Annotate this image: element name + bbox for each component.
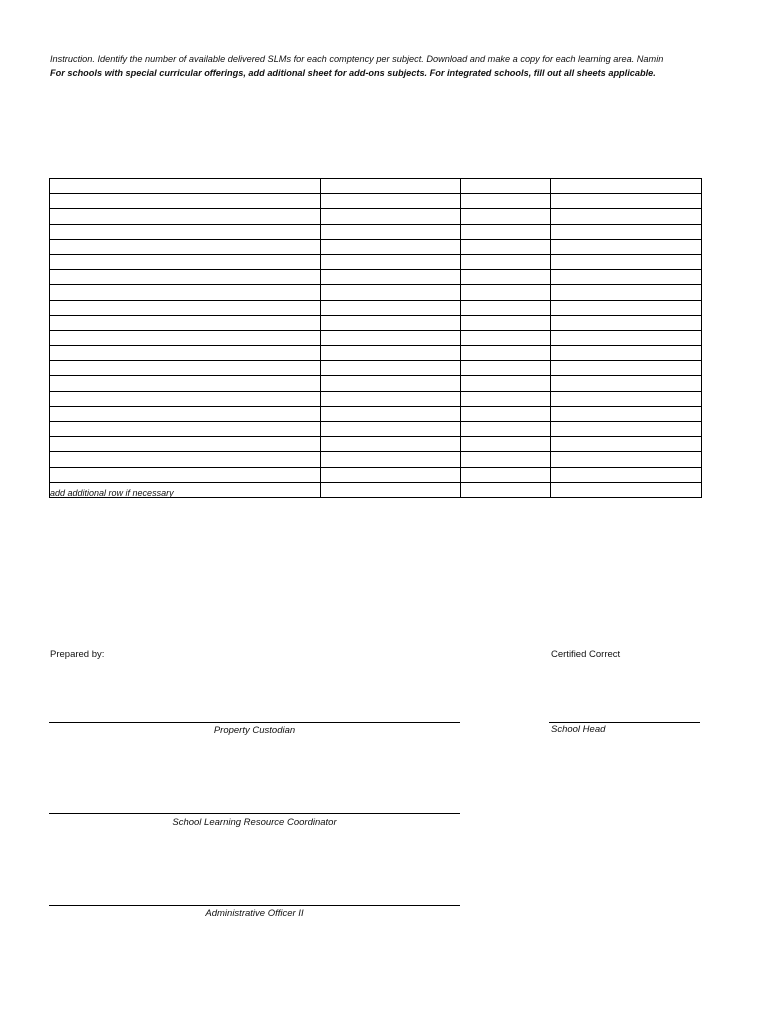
certified-correct-label: Certified Correct xyxy=(551,649,621,660)
instruction-note: For schools with special curricular offerings, add aditional sheet for add-ons subjects. For integrated schools, fill out all sheets applicable. xyxy=(50,68,656,78)
table-row xyxy=(50,300,702,315)
table-cell[interactable] xyxy=(50,452,321,467)
table-cell[interactable] xyxy=(551,422,702,437)
table-cell[interactable] xyxy=(321,437,461,452)
table-cell[interactable] xyxy=(321,209,461,224)
table-cell[interactable] xyxy=(50,346,321,361)
table-cell[interactable] xyxy=(50,391,321,406)
admin-officer-title: Administrative Officer II xyxy=(205,908,304,919)
table-cell[interactable] xyxy=(321,315,461,330)
table-cell[interactable] xyxy=(50,194,321,209)
school-head-signature-line xyxy=(549,722,700,723)
table-cell[interactable] xyxy=(321,239,461,254)
table-cell[interactable] xyxy=(321,224,461,239)
table-cell[interactable] xyxy=(551,239,702,254)
table-row xyxy=(50,467,702,482)
table-cell[interactable] xyxy=(461,452,551,467)
table-cell[interactable] xyxy=(50,285,321,300)
table-cell[interactable] xyxy=(321,300,461,315)
table-cell[interactable] xyxy=(321,467,461,482)
table-cell[interactable] xyxy=(551,285,702,300)
table-cell[interactable] xyxy=(461,285,551,300)
table-row xyxy=(50,254,702,269)
lr-coordinator-signature-line xyxy=(49,813,460,814)
table-cell[interactable] xyxy=(321,270,461,285)
table-cell[interactable] xyxy=(50,179,321,194)
table-cell[interactable] xyxy=(461,406,551,421)
slm-inventory-table xyxy=(49,178,702,498)
table-row xyxy=(50,361,702,376)
table-cell[interactable] xyxy=(461,467,551,482)
table-cell[interactable] xyxy=(551,467,702,482)
table-cell[interactable] xyxy=(321,376,461,391)
property-custodian-signature-line xyxy=(49,722,460,723)
property-custodian-title: Property Custodian xyxy=(213,725,296,736)
table-cell[interactable] xyxy=(461,315,551,330)
table-cell[interactable] xyxy=(551,270,702,285)
instruction-text: Instruction. Identify the number of available delivered SLMs for each comptency per subject. Download and make a copy for each learning area. Namin xyxy=(50,54,664,64)
table-cell[interactable] xyxy=(321,391,461,406)
table-cell[interactable] xyxy=(551,391,702,406)
table-row xyxy=(50,422,702,437)
table-cell[interactable] xyxy=(50,422,321,437)
table-cell[interactable] xyxy=(551,361,702,376)
lr-coordinator-title: School Learning Resource Coordinator xyxy=(172,817,337,828)
table-row xyxy=(50,194,702,209)
table-cell[interactable] xyxy=(551,209,702,224)
table-cell[interactable] xyxy=(50,437,321,452)
table-cell[interactable] xyxy=(461,482,551,497)
table-cell[interactable] xyxy=(50,224,321,239)
table-row xyxy=(50,346,702,361)
table-cell[interactable] xyxy=(551,315,702,330)
table-cell[interactable] xyxy=(50,315,321,330)
table-cell[interactable] xyxy=(461,422,551,437)
table-cell[interactable] xyxy=(321,194,461,209)
table-cell[interactable] xyxy=(321,406,461,421)
table-cell[interactable] xyxy=(321,361,461,376)
table-row xyxy=(50,315,702,330)
table-cell[interactable] xyxy=(551,194,702,209)
add-row-note: add additional row if necessary xyxy=(50,488,174,498)
table-cell[interactable] xyxy=(551,300,702,315)
table-cell[interactable] xyxy=(50,270,321,285)
admin-officer-signature-line xyxy=(49,905,460,906)
table-cell[interactable] xyxy=(50,406,321,421)
table-cell[interactable] xyxy=(321,285,461,300)
table-row xyxy=(50,239,702,254)
table-cell[interactable] xyxy=(551,406,702,421)
table-cell[interactable] xyxy=(321,452,461,467)
table-cell[interactable] xyxy=(461,330,551,345)
table-cell[interactable] xyxy=(50,254,321,269)
table-cell[interactable] xyxy=(50,330,321,345)
table-cell[interactable] xyxy=(50,361,321,376)
school-head-title: School Head xyxy=(551,724,606,735)
table-cell[interactable] xyxy=(461,346,551,361)
table-row xyxy=(50,270,702,285)
table-cell[interactable] xyxy=(461,224,551,239)
table-row xyxy=(50,406,702,421)
table-row xyxy=(50,437,702,452)
table-cell[interactable] xyxy=(50,467,321,482)
table-cell[interactable] xyxy=(321,330,461,345)
table-cell[interactable] xyxy=(551,179,702,194)
table-cell[interactable] xyxy=(461,209,551,224)
table-row xyxy=(50,452,702,467)
table-cell[interactable] xyxy=(461,437,551,452)
table-cell[interactable] xyxy=(321,482,461,497)
table-row xyxy=(50,179,702,194)
table-cell[interactable] xyxy=(551,452,702,467)
table-body xyxy=(50,179,702,498)
instruction-block xyxy=(50,52,702,80)
table-cell[interactable] xyxy=(551,346,702,361)
table-cell[interactable] xyxy=(461,179,551,194)
table-cell[interactable] xyxy=(461,300,551,315)
table-cell[interactable] xyxy=(551,330,702,345)
table-cell[interactable] xyxy=(551,254,702,269)
table-row xyxy=(50,224,702,239)
table-row xyxy=(50,330,702,345)
table-cell[interactable] xyxy=(551,482,702,497)
table-cell[interactable] xyxy=(461,270,551,285)
table-cell[interactable] xyxy=(50,239,321,254)
table-row xyxy=(50,376,702,391)
table-cell[interactable] xyxy=(50,209,321,224)
table-cell[interactable] xyxy=(461,194,551,209)
table-cell[interactable] xyxy=(461,391,551,406)
table-cell[interactable] xyxy=(461,239,551,254)
table-cell[interactable] xyxy=(321,254,461,269)
table-cell[interactable] xyxy=(321,422,461,437)
table-cell[interactable] xyxy=(461,361,551,376)
table-row xyxy=(50,285,702,300)
table-cell[interactable] xyxy=(321,346,461,361)
table-cell[interactable] xyxy=(551,437,702,452)
table-cell[interactable] xyxy=(551,376,702,391)
prepared-by-label: Prepared by: xyxy=(50,649,105,660)
table-cell[interactable] xyxy=(50,300,321,315)
table-row xyxy=(50,391,702,406)
table-cell[interactable] xyxy=(551,224,702,239)
table-cell[interactable] xyxy=(50,376,321,391)
table-cell[interactable] xyxy=(321,179,461,194)
table-row xyxy=(50,209,702,224)
table-cell[interactable] xyxy=(461,254,551,269)
table-cell[interactable] xyxy=(461,376,551,391)
